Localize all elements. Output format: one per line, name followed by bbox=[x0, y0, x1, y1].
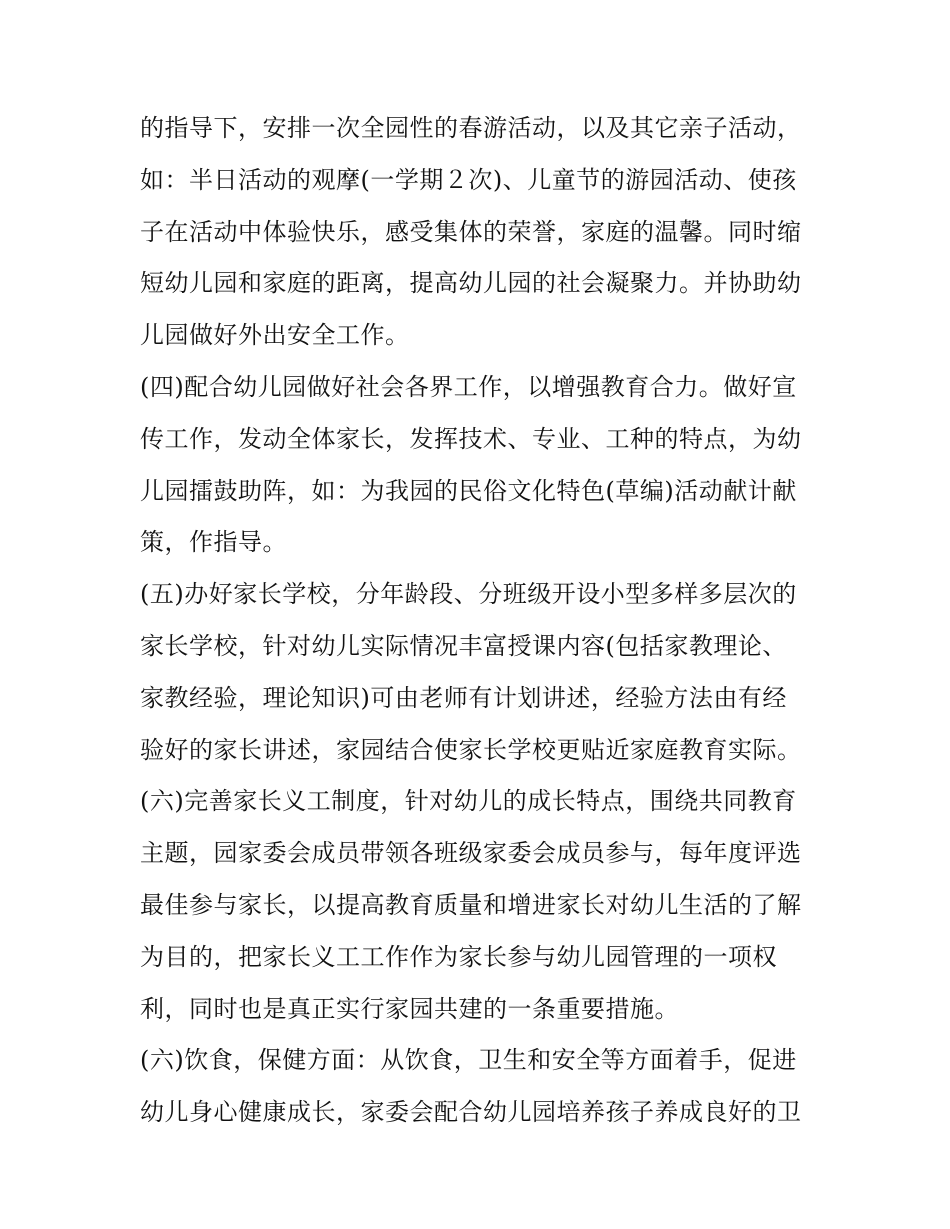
text-line: 最佳参与家长，以提高教育质量和增进家长对幼儿生活的了解 bbox=[140, 890, 802, 919]
text-line: 主题，园家委会成员带领各班级家委会成员参与，每年度评选 bbox=[140, 839, 802, 868]
body-text bbox=[140, 103, 820, 1139]
text-line: (五)办好家长学校，分年龄段、分班级开设小型多样多层次的 bbox=[140, 580, 797, 609]
text-line: 家教经验，理论知识)可由老师有计划讲述，经验方法由有经 bbox=[140, 683, 787, 712]
text-line: 幼儿身心健康成长，家委会配合幼儿园培养孩子养成良好的卫 bbox=[140, 1098, 802, 1127]
text-line: 家长学校，针对幼儿实际情况丰富授课内容(包括家教理论、 bbox=[140, 631, 787, 660]
text-line: 为目的，把家长义工工作作为家长参与幼儿园管理的一项权 bbox=[140, 942, 777, 971]
text-line: 验好的家长讲述，家园结合使家长学校更贴近家庭教育实际。 bbox=[140, 735, 802, 764]
text-line: 策，作指导。 bbox=[140, 528, 287, 557]
text-line: 儿园做好外出安全工作。 bbox=[140, 321, 410, 350]
text-line: 利，同时也是真正实行家园共建的一条重要措施。 bbox=[140, 994, 679, 1023]
text-line: 子在活动中体验快乐，感受集体的荣誉，家庭的温馨。同时缩 bbox=[140, 217, 802, 246]
text-line: (六)完善家长义工制度，针对幼儿的成长特点，围绕共同教育 bbox=[140, 787, 797, 816]
text-line: 的指导下，安排一次全园性的春游活动，以及其它亲子活动， bbox=[140, 114, 802, 142]
text-line: 儿园擂鼓助阵，如：为我园的民俗文化特色(草编)活动献计献 bbox=[140, 476, 797, 505]
text-line: 如：半日活动的观摩(一学期２次)、儿童节的游园活动、使孩 bbox=[140, 165, 797, 194]
text-line: 短幼儿园和家庭的距离，提高幼儿园的社会凝聚力。并协助幼 bbox=[140, 269, 802, 298]
text-line: (四)配合幼儿园做好社会各界工作，以增强教育合力。做好宣 bbox=[140, 372, 797, 401]
text-line: 传工作，发动全体家长，发挥技术、专业、工种的特点，为幼 bbox=[140, 424, 802, 453]
text-line: (六)饮食，保健方面：从饮食，卫生和安全等方面着手，促进 bbox=[140, 1046, 797, 1075]
